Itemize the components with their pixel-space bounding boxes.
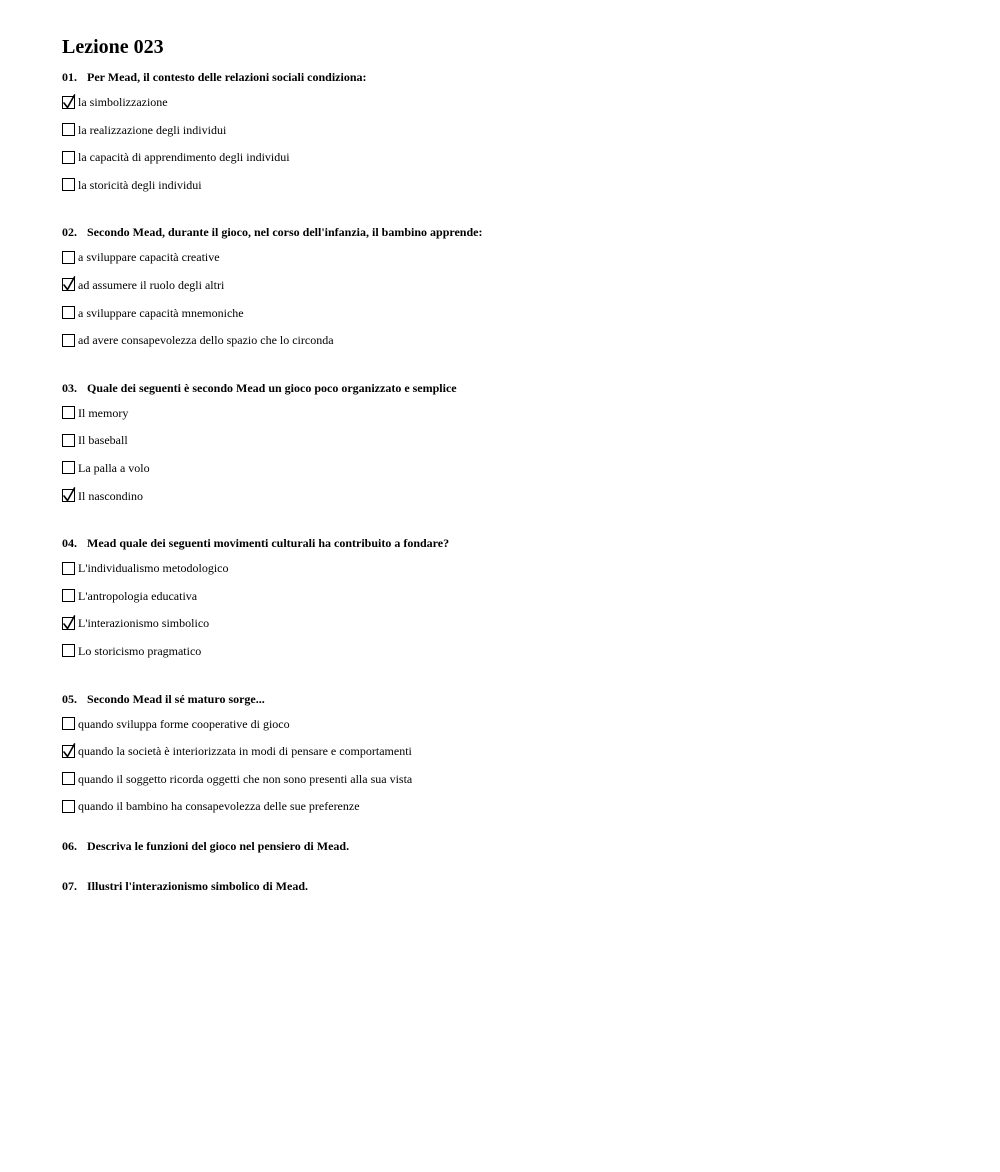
checkbox-checked[interactable]: [62, 278, 75, 291]
checkbox-unchecked[interactable]: [62, 461, 75, 474]
answer-option[interactable]: [62, 641, 962, 661]
question-spacer: [62, 202, 962, 215]
answer-option[interactable]: [62, 613, 962, 633]
checkbox-unchecked[interactable]: [62, 151, 75, 164]
answer-option-label: la storicità degli individui: [78, 177, 202, 192]
checkbox-unchecked[interactable]: [62, 306, 75, 319]
checkmark-icon: [62, 94, 76, 110]
question-6: [62, 837, 962, 877]
question-text: [62, 837, 962, 855]
question-list: [62, 68, 962, 917]
answer-option[interactable]: [62, 430, 962, 450]
question-spacer: [62, 358, 962, 371]
answer-option-label: quando sviluppa forme cooperative di gioco: [78, 716, 290, 731]
question-text: [62, 534, 962, 552]
question-prompt: Mead quale dei seguenti movimenti culturali ha contribuito a fondare?: [87, 536, 450, 551]
question-prompt: Descriva le funzioni del gioco nel pensiero di Mead.: [87, 838, 350, 853]
answer-options: [62, 247, 962, 350]
answer-option[interactable]: [62, 92, 962, 112]
answer-option[interactable]: [62, 458, 962, 478]
checkbox-unchecked[interactable]: [62, 717, 75, 730]
answer-options: [62, 403, 962, 506]
answer-option[interactable]: [62, 175, 962, 195]
checkbox-unchecked[interactable]: [62, 644, 75, 657]
checkmark-icon: [62, 276, 76, 292]
question-text: [62, 690, 962, 708]
answer-option-label: La palla a volo: [78, 460, 150, 475]
question-4: [62, 534, 962, 681]
checkbox-unchecked[interactable]: [62, 772, 75, 785]
answer-option-label: Il baseball: [78, 433, 128, 448]
answer-option-label: Il nascondino: [78, 488, 143, 503]
question-spacer: [62, 669, 962, 682]
question-number: 07.: [62, 878, 77, 893]
answer-option[interactable]: [62, 769, 962, 789]
answer-option[interactable]: [62, 558, 962, 578]
answer-option-label: L'individualismo metodologico: [78, 561, 229, 576]
answer-option-label: la capacità di apprendimento degli individui: [78, 150, 290, 165]
checkbox-unchecked[interactable]: [62, 178, 75, 191]
checkmark-icon: [62, 743, 76, 759]
question-number: 04.: [62, 536, 77, 551]
answer-option-label: la simbolizzazione: [78, 95, 168, 109]
question-prompt: Secondo Mead il sé maturo sorge...: [87, 691, 265, 706]
answer-option[interactable]: [62, 714, 962, 734]
answer-option[interactable]: [62, 586, 962, 606]
answer-option[interactable]: [62, 403, 962, 423]
answer-option[interactable]: [62, 275, 962, 295]
question-prompt: Quale dei seguenti è secondo Mead un gioco poco organizzato e semplice: [87, 380, 457, 395]
checkbox-unchecked[interactable]: [62, 251, 75, 264]
answer-option[interactable]: [62, 120, 962, 140]
checkbox-unchecked[interactable]: [62, 589, 75, 602]
checkbox-checked[interactable]: [62, 745, 75, 758]
question-text: [62, 223, 962, 241]
checkbox-unchecked[interactable]: [62, 800, 75, 813]
answer-option-label: quando il bambino ha consapevolezza delle sue preferenze: [78, 799, 360, 814]
checkbox-unchecked[interactable]: [62, 123, 75, 136]
quiz-page: [62, 34, 962, 917]
question-prompt: Illustri l'interazionismo simbolico di Mead.: [87, 878, 308, 893]
question-7: [62, 877, 962, 917]
answer-option-label: L'antropologia educativa: [78, 588, 198, 603]
checkbox-unchecked[interactable]: [62, 562, 75, 575]
answer-option[interactable]: [62, 303, 962, 323]
question-spacer: [62, 513, 962, 526]
question-number: 02.: [62, 225, 77, 240]
answer-option-label: a sviluppare capacità creative: [78, 250, 220, 265]
checkmark-icon: [62, 487, 76, 503]
question-2: [62, 223, 962, 370]
question-prompt: Per Mead, il contesto delle relazioni sociali condiziona:: [87, 70, 367, 84]
checkbox-checked[interactable]: [62, 617, 75, 630]
answer-option-label: quando il soggetto ricorda oggetti che non sono presenti alla sua vista: [78, 771, 413, 786]
checkbox-checked[interactable]: [62, 489, 75, 502]
page-title: Lezione 023: [62, 36, 164, 58]
question-prompt: Secondo Mead, durante il gioco, nel corso dell'infanzia, il bambino apprende:: [87, 225, 483, 240]
answer-option-label: Il memory: [78, 405, 129, 420]
question-number: 05.: [62, 691, 77, 706]
answer-option[interactable]: [62, 247, 962, 267]
answer-option[interactable]: [62, 486, 962, 506]
question-1: [62, 68, 962, 215]
checkbox-checked[interactable]: [62, 96, 75, 109]
question-text: [62, 68, 962, 86]
answer-option-label: Lo storicismo pragmatico: [78, 643, 202, 658]
answer-option[interactable]: [62, 147, 962, 167]
question-text: [62, 379, 962, 397]
answer-options: [62, 92, 962, 195]
answer-option[interactable]: [62, 796, 962, 816]
answer-option-label: a sviluppare capacità mnemoniche: [78, 305, 244, 320]
question-number: 06.: [62, 838, 77, 853]
answer-options: [62, 714, 962, 817]
question-spacer: [62, 824, 962, 837]
checkbox-unchecked[interactable]: [62, 334, 75, 347]
question-3: [62, 379, 962, 526]
answer-option-label: L'interazionismo simbolico: [78, 616, 210, 631]
answer-option-label: quando la società è interiorizzata in modi di pensare e comportamenti: [78, 744, 412, 759]
answer-option-label: ad avere consapevolezza dello spazio che lo circonda: [78, 333, 334, 348]
question-number: 03.: [62, 380, 77, 395]
answer-option[interactable]: [62, 330, 962, 350]
question-text: [62, 877, 962, 895]
answer-option-label: la realizzazione degli individui: [78, 122, 227, 137]
question-number: 01.: [62, 70, 77, 84]
checkmark-icon: [62, 615, 76, 631]
answer-option[interactable]: [62, 741, 962, 761]
question-5: [62, 690, 962, 837]
checkbox-unchecked[interactable]: [62, 434, 75, 447]
answer-option-label: ad assumere il ruolo degli altri: [78, 277, 225, 292]
checkbox-unchecked[interactable]: [62, 406, 75, 419]
answer-options: [62, 558, 962, 661]
